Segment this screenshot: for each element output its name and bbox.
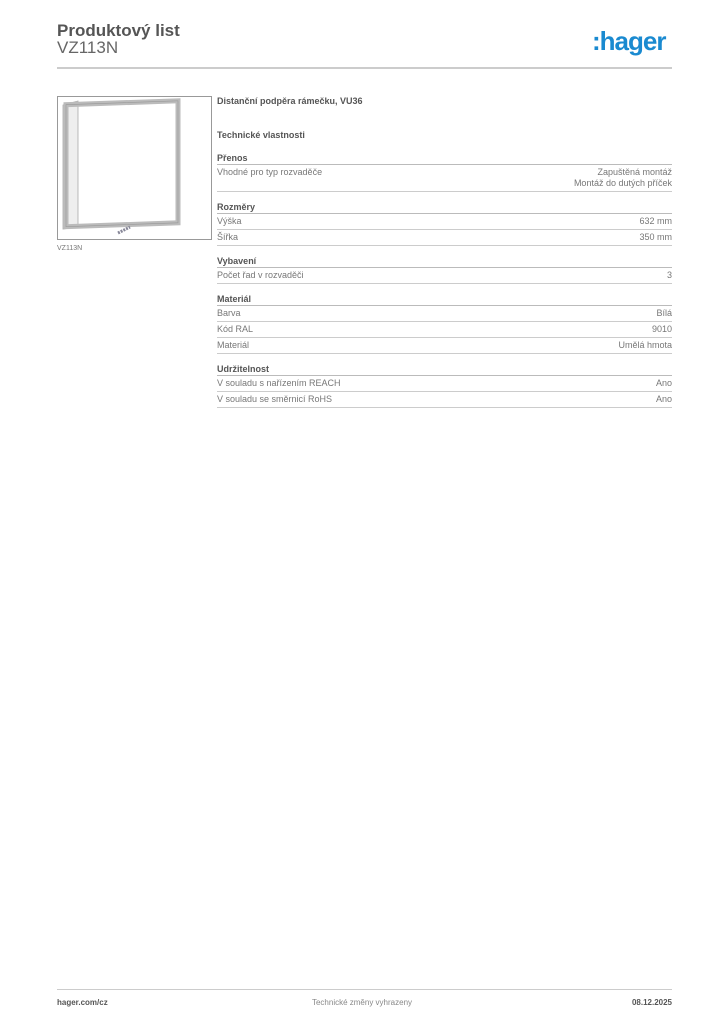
tech-properties-heading: Technické vlastnosti xyxy=(217,130,305,140)
spec-label: V souladu s nařízením REACH xyxy=(217,378,341,388)
section-heading: Vybavení xyxy=(217,255,672,268)
spec-value xyxy=(652,324,672,335)
spec-label: Materiál xyxy=(217,340,250,350)
section-heading: Přenos xyxy=(217,152,672,165)
spec-value-line: Zapuštěná montáž xyxy=(597,167,672,177)
header-divider xyxy=(57,67,672,69)
section-heading: Udržitelnost xyxy=(217,363,672,376)
spec-value-line: Ano xyxy=(655,394,672,404)
footer-date: 08.12.2025 xyxy=(631,998,672,1007)
spec-section xyxy=(217,152,672,192)
spec-section xyxy=(217,363,672,408)
spec-label: Výška xyxy=(217,216,242,226)
spec-value xyxy=(656,394,672,405)
product-image xyxy=(57,96,212,240)
spec-value-line: 9010 xyxy=(651,324,672,334)
spec-row xyxy=(217,214,672,230)
spec-value xyxy=(639,216,672,227)
spec-value-line: 632 mm xyxy=(639,216,672,226)
spec-row xyxy=(217,306,672,322)
frame-illustration-icon xyxy=(58,97,211,239)
spec-row xyxy=(217,230,672,246)
spec-row xyxy=(217,268,672,284)
footer-note: Technické změny vyhrazeny xyxy=(311,998,413,1007)
spec-label: Kód RAL xyxy=(217,324,254,334)
spec-label: Počet řad v rozvaděči xyxy=(217,270,304,280)
spec-value xyxy=(656,378,672,389)
spec-value-line: 350 mm xyxy=(639,232,672,242)
spec-section xyxy=(217,201,672,246)
spec-label: Vhodné pro typ rozvaděče xyxy=(217,167,323,177)
spec-label: V souladu se směrnicí RoHS xyxy=(217,394,333,404)
spec-section xyxy=(217,255,672,284)
spec-value xyxy=(639,232,672,243)
spec-value-line: 3 xyxy=(666,270,672,280)
spec-value xyxy=(574,167,672,189)
section-heading: Rozměry xyxy=(217,201,672,214)
spec-row xyxy=(217,322,672,338)
spec-value-line: Umělá hmota xyxy=(618,340,672,350)
product-name: Distanční podpěra rámečku, VU36 xyxy=(217,96,363,106)
image-caption: VZ113N xyxy=(57,245,83,252)
spec-value xyxy=(667,270,672,281)
spec-section xyxy=(217,293,672,354)
section-heading: Materiál xyxy=(217,293,672,306)
page-title: Produktový list xyxy=(57,21,180,40)
hager-logo: :hager xyxy=(592,26,666,56)
footer-website[interactable]: hager.com/cz xyxy=(57,998,108,1007)
product-code: VZ113N xyxy=(57,38,119,57)
spec-row xyxy=(217,165,672,192)
spec-value-line: Bílá xyxy=(656,308,672,318)
spec-row xyxy=(217,338,672,354)
spec-value xyxy=(618,340,672,351)
spec-label: Šířka xyxy=(217,232,239,242)
footer-divider xyxy=(57,989,672,990)
spec-value xyxy=(656,308,672,319)
spec-label: Barva xyxy=(217,308,241,318)
spec-row xyxy=(217,392,672,408)
spec-value-line: Montáž do dutých příček xyxy=(573,178,672,188)
spec-value-line: Ano xyxy=(655,378,672,388)
product-details xyxy=(217,96,672,417)
spec-row xyxy=(217,376,672,392)
